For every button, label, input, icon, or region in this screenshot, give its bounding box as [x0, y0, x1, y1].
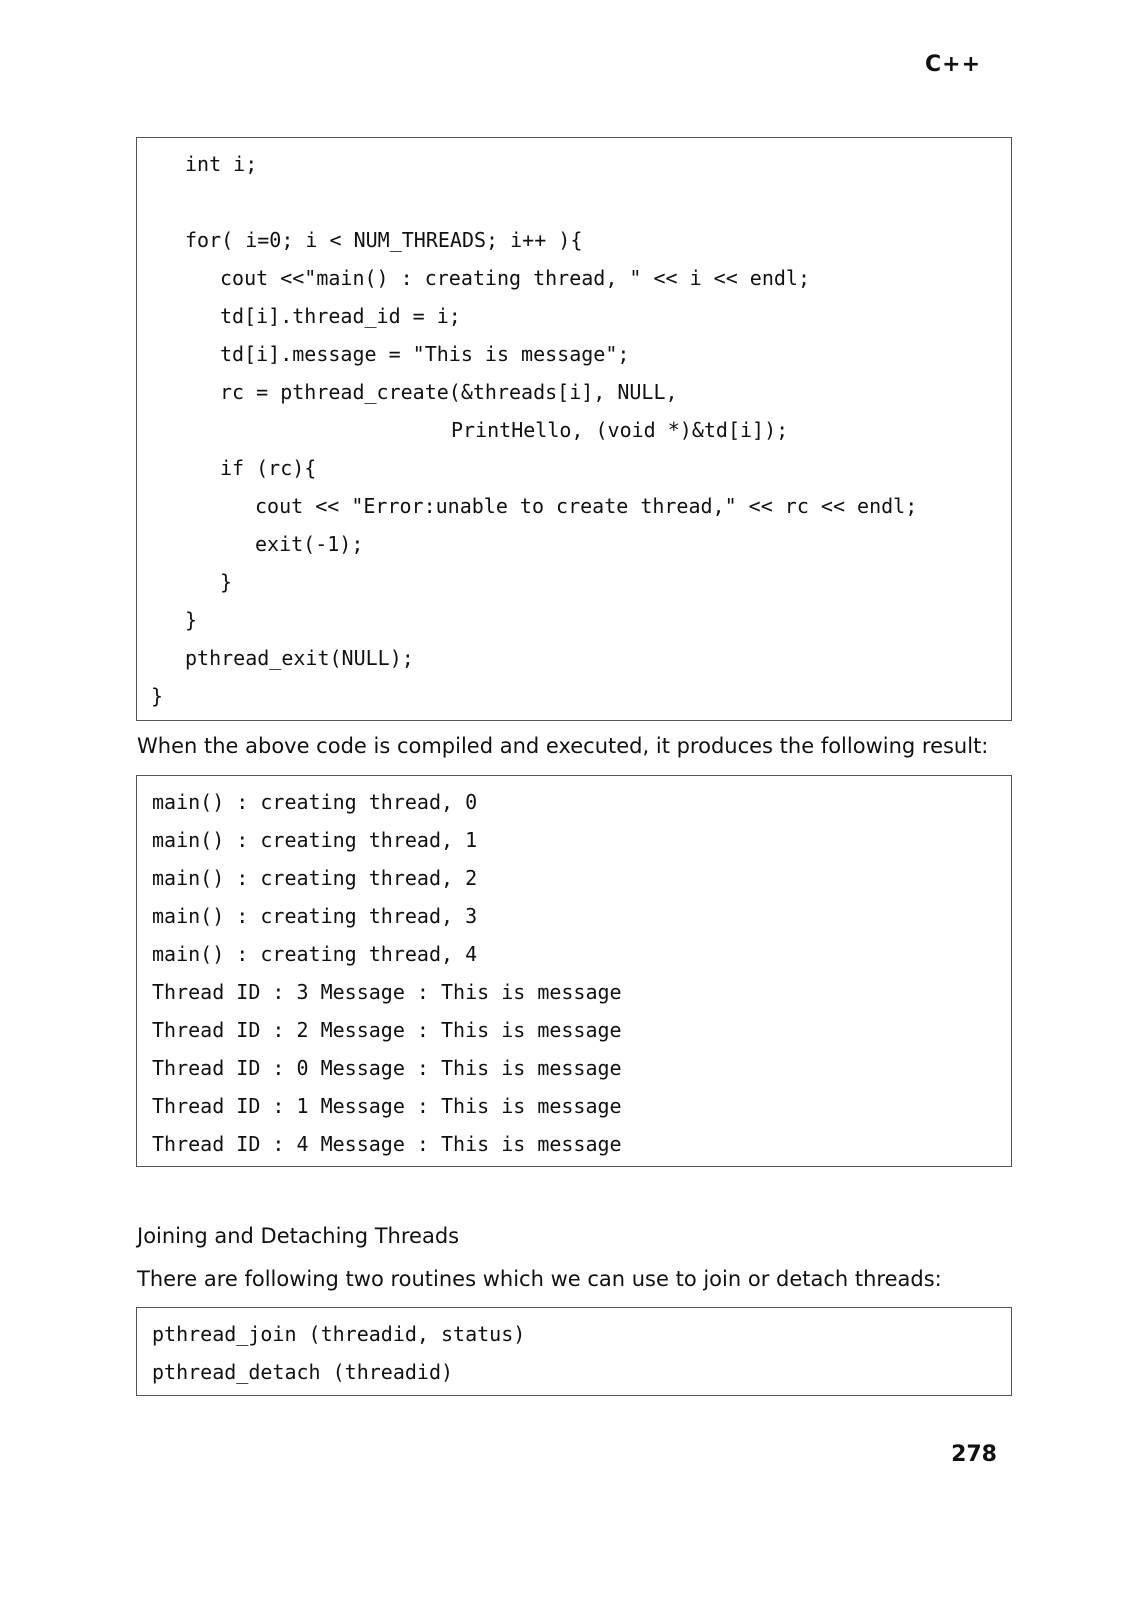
section-intro-text: There are following two routines which we can use to join or detach threads:	[137, 1267, 942, 1291]
code-line: cout <<"main() : creating thread, " << i << endl;	[220, 266, 811, 290]
output-line: Thread ID : 4 Message : This is message	[152, 1132, 622, 1156]
code-line: int i;	[185, 152, 258, 176]
output-line: Thread ID : 3 Message : This is message	[152, 980, 622, 1004]
output-line: main() : creating thread, 0	[152, 790, 478, 814]
code-block	[136, 137, 1012, 721]
code-line: rc = pthread_create(&threads[i], NULL,	[220, 380, 678, 404]
section-heading: Joining and Detaching Threads	[137, 1224, 460, 1248]
output-line: Thread ID : 0 Message : This is message	[152, 1056, 622, 1080]
output-line: Thread ID : 1 Message : This is message	[152, 1094, 622, 1118]
code-line: pthread_join (threadid, status)	[152, 1322, 526, 1346]
page-number: 278	[951, 1442, 997, 1467]
code-line: }	[185, 608, 198, 632]
page-header-title: C++	[924, 52, 981, 77]
code-block	[136, 1307, 1012, 1396]
code-line: td[i].thread_id = i;	[220, 304, 461, 328]
code-line: PrintHello, (void *)&td[i]);	[451, 418, 789, 442]
code-line: exit(-1);	[255, 532, 364, 556]
code-line: cout << "Error:unable to create thread," << rc << endl;	[255, 494, 918, 518]
code-line: }	[220, 570, 233, 594]
result-intro-text: When the above code is compiled and executed, it produces the following result:	[137, 734, 989, 758]
code-line: pthread_detach (threadid)	[152, 1360, 454, 1384]
code-line: pthread_exit(NULL);	[185, 646, 414, 670]
code-line: for( i=0; i < NUM_THREADS; i++ ){	[185, 228, 583, 252]
code-line: td[i].message = "This is message";	[220, 342, 630, 366]
code-line: if (rc){	[220, 456, 317, 480]
code-line: }	[151, 684, 164, 708]
output-line: main() : creating thread, 3	[152, 904, 478, 928]
output-line: main() : creating thread, 4	[152, 942, 478, 966]
output-line: main() : creating thread, 2	[152, 866, 478, 890]
output-line: main() : creating thread, 1	[152, 828, 478, 852]
output-block	[136, 775, 1012, 1167]
output-line: Thread ID : 2 Message : This is message	[152, 1018, 622, 1042]
